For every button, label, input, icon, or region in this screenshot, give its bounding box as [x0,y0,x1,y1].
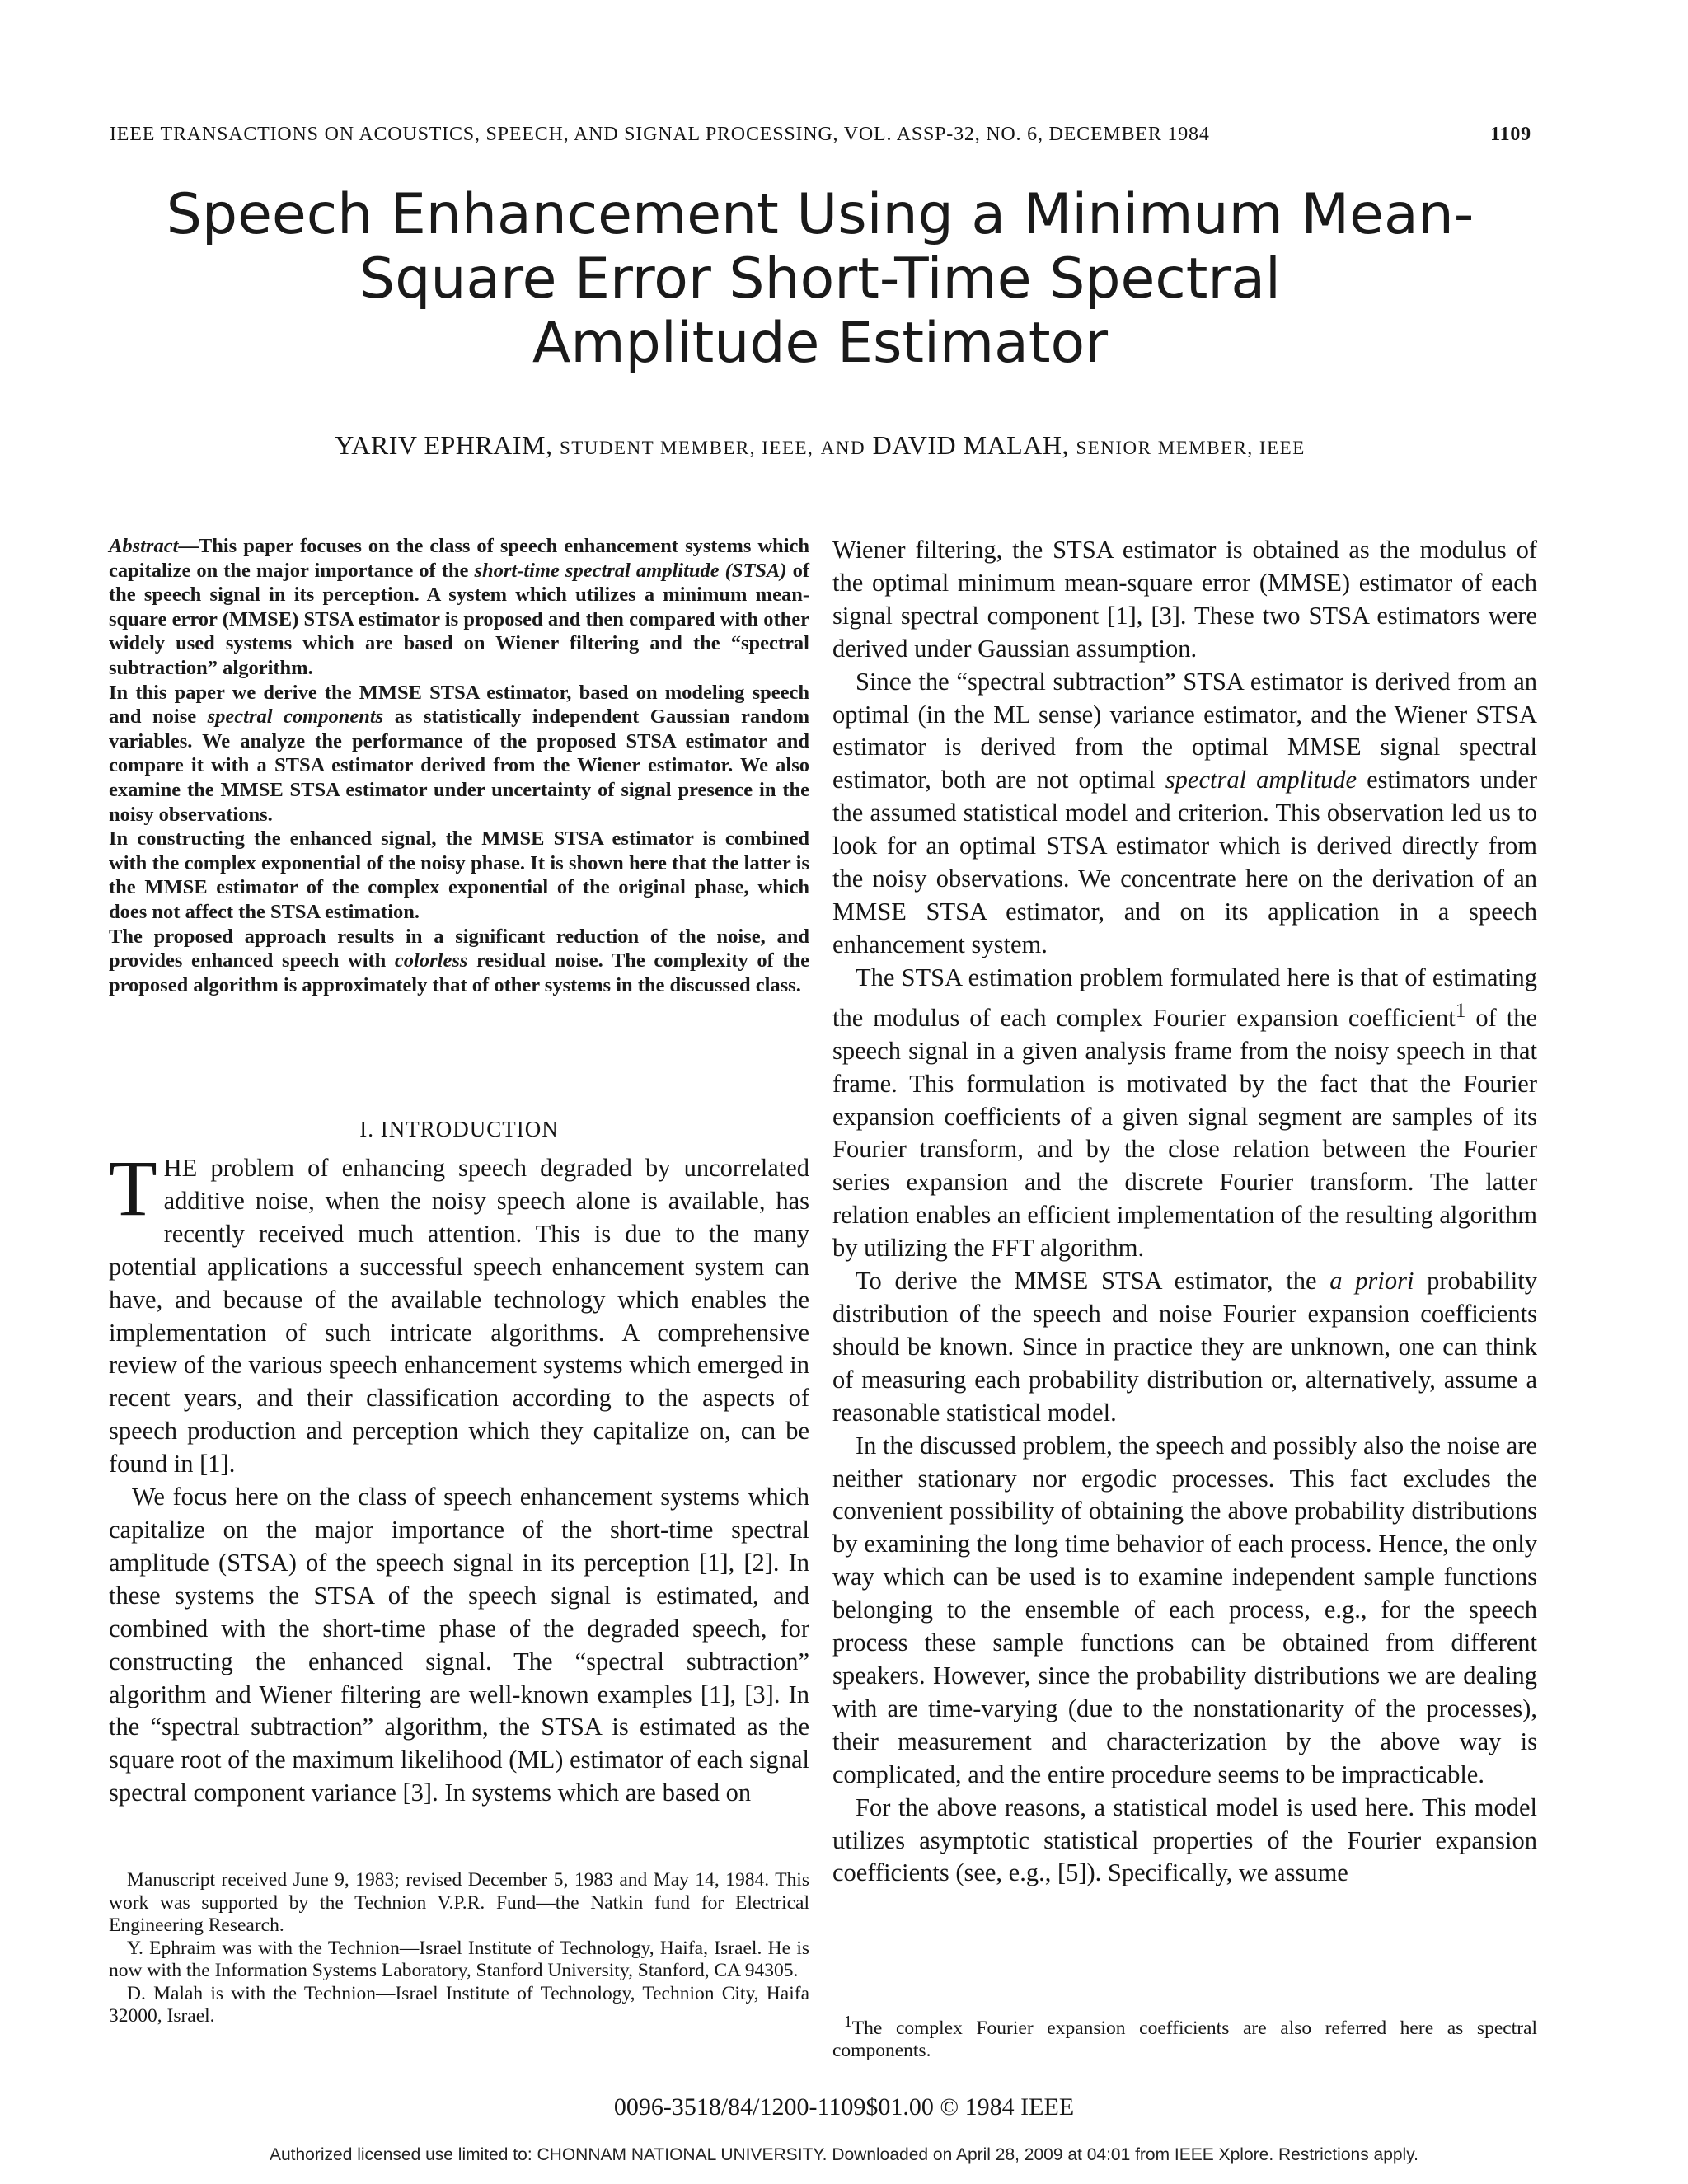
author-line [107,430,1533,461]
footnote-1 [832,2011,1537,2063]
introduction-left-column [109,1144,809,1810]
section-title: INTRODUCTION [380,1117,559,1141]
right-paragraph-1: Since the “spectral subtraction” STSA estimator is derived from an optimal (in the ML sense) variance estimator, and the Wiener STSA estimator is derived from the optimal MMSE signal spectral estimator, both are not optimal spectral amplitude estimators under the assumed statistical model and criterion. This observation led us to look for an optimal STSA estimator which is derived directly from the noisy observations. We concentrate here on the derivation of an MMSE STSA estimator, and on its application in a speech enhancement system. [832,667,1538,958]
author-ephraim-membership: STUDENT MEMBER, IEEE, [559,438,814,458]
right-paragraph-0: Wiener filtering, the STSA estimator is obtained as the modulus of the optimal minimum mean-square error (MMSE) estimator of each signal spectral component [1], [3]. These two STSA estimators were derived under Gaussian assumption. [832,536,1537,663]
paper-title [107,183,1533,376]
footnote-1-text: The complex Fourier expansion coefficients are also referred here as spectral components. [832,2017,1537,2062]
title-line-2: Square Error Short-Time Spectral [359,246,1281,312]
malah-affiliation: D. Malah is with the Technion—Israel Institute of Technology, Technion City, Haifa 32000, Israel. [109,1982,809,2027]
right-paragraph-5: For the above reasons, a statistical model is used here. This model utilizes asymptotic statistical properties of the Fourier expansion coefficients (see, e.g., [5]). Specifically, we assume [832,1793,1537,1887]
right-paragraph-4: In the discussed problem, the speech and possibly also the noise are neither stationary nor ergodic processes. This fact excludes the convenient possibility of obtaining the above probability distributions by examining the long time behavior of each process. Hence, the only way which can be used is to examine independent sample functions belonging to the ensemble of each process, e.g., for the speech process these sample functions can be obtained from different speakers. However, since the probability distributions we are dealing with are time-varying (due to the nonstationarity of the processes), their measurement and characterization by the above way is complicated, and the entire procedure seems to be impracticable. [832,1431,1537,1788]
right-column [832,534,1537,1890]
license-notice: Authorized licensed use limited to: CHONNAM NATIONAL UNIVERSITY. Downloaded on April 28, 2009 at 04:01 from IEEE Xplore. Restrictions apply. [269,2145,1419,2164]
right-paragraph-2: The STSA estimation problem formulated here is that of estimating the modulus of each complex Fourier expansion coefficient$^1$ of the speech signal in a given analysis frame from the noisy speech in that frame. This formulation is motivated by the fact that the Fourier expansion coefficients of a given signal segment are samples of its Fourier transform, and by the close relation between the Fourier series expansion and the discrete Fourier transform. The latter relation enables an efficient implementation of the resulting algorithm by utilizing the FFT algorithm. [832,963,1537,1263]
footnote-marker: 1 [1455,998,1466,1022]
running-head [110,124,1531,152]
author-malah-membership: SENIOR MEMBER, IEEE [1076,438,1306,458]
page-number: 1109 [1490,124,1531,145]
intro-paragraph-1: THE problem of enhancing speech degraded by uncorrelated additive noise, when the noisy speech alone is available, has recently received much attention. This is due to the many potential applications a successful speech enhancement system can have, and because of the available technology which enables the implementation of such intricate algorithms. A comprehensive review of the various speech enhancement systems which emerged in recent years, and their classification according to the aspects of speech production and perception which they capitalize on, can be found in [1]. [109,1144,809,1479]
manuscript-note: Manuscript received June 9, 1983; revised December 5, 1983 and May 14, 1984. This work was supported by the Technion V.P.R. Fund—the Natkin fund for Electrical Engineering Research. [109,1869,809,1936]
author-conjunction: AND [820,438,866,458]
section-number: I. [359,1117,374,1141]
abstract-paragraph-4: The proposed approach results in a significant reduction of the noise, and provides enhanced speech with colorless residual noise. The complexity of the proposed algorithm is approximately that of other systems in the discussed class. [109,925,809,996]
section-heading-introduction [109,1117,809,1142]
right-paragraph-3: To derive the MMSE STSA estimator, the a priori probability distribution of the speech and noise Fourier expansion coefficients should be known. Since in practice they are unknown, one can think of measuring each probability distribution or, alternatively, assume a reasonable statistical model. [832,1267,1537,1427]
abstract-label: Abstract [109,535,179,557]
ephraim-affiliation: Y. Ephraim was with the Technion—Israel Institute of Technology, Haifa, Israel. He is now with the Information Systems Laboratory, Stanford University, Stanford, CA 94305. [109,1937,809,1981]
title-line-1: Speech Enhancement Using a Minimum Mean- [166,182,1475,247]
abstract [109,534,809,997]
title-line-3: Amplitude Estimator [532,311,1109,376]
footnote-1-mark: 1 [844,2013,852,2031]
intro-paragraph-2: We focus here on the class of speech enhancement systems which capitalize on the major importance of the short-time spectral amplitude (STSA) of the speech signal in its perception [1], [2]. In these systems the STSA of the speech signal is estimated, and combined with the short-time phase of the degraded speech, for constructing the enhanced signal. The “spectral subtraction” algorithm and Wiener filtering are well-known examples [1], [3]. In the “spectral subtraction” algorithm, the STSA is estimated as the square root of the maximum likelihood (ML) estimator of each signal spectral component variance [3]. In systems which are based on [109,1483,809,1807]
copyright-line: 0096-3518/84/1200-1109$01.00 © 1984 IEEE [613,2093,1075,2121]
author-malah: DAVID MALAH, [872,430,1069,460]
journal-running-title: IEEE TRANSACTIONS ON ACOUSTICS, SPEECH, AND SIGNAL PROCESSING, VOL. ASSP-32, NO. 6, DECEMBER 1984 [110,124,1210,145]
author-footnotes [109,1869,809,2028]
abstract-paragraph-2: In this paper we derive the MMSE STSA estimator, based on modeling speech and noise spectral components as statistically independent Gaussian random variables. We analyze the performance of the proposed STSA estimator and compare it with a STSA estimator derived from the Wiener estimator. We also examine the MMSE STSA estimator under uncertainty of signal presence in the noisy observations. [109,681,809,826]
drop-cap: T [109,1144,157,1232]
author-ephraim: YARIV EPHRAIM, [335,430,553,460]
abstract-paragraph-1: Abstract—This paper focuses on the class of speech enhancement systems which capitalize on the major importance of the short-time spectral amplitude (STSA) of the speech signal in its perception. A system which utilizes a minimum mean-square error (MMSE) STSA estimator is proposed and then compared with other widely used systems which are based on Wiener filtering and the “spectral subtraction” algorithm. [109,535,809,679]
abstract-paragraph-3: In constructing the enhanced signal, the MMSE STSA estimator is combined with the complex exponential of the noisy phase. It is shown here that the latter is the MMSE estimator of the complex exponential of the original phase, which does not affect the STSA estimation. [109,827,809,923]
